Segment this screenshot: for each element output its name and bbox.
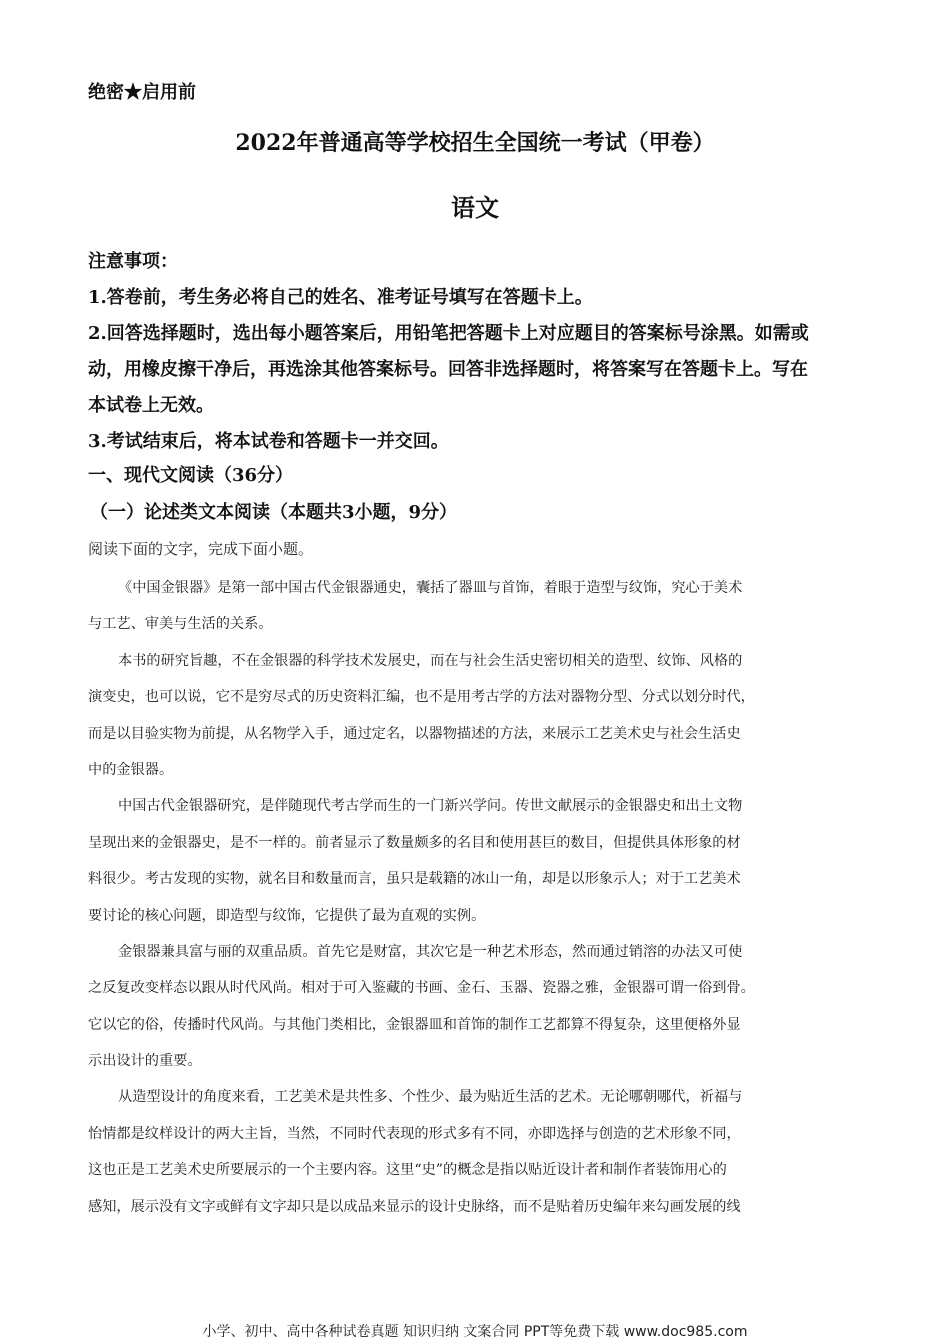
passage-line: 中的金银器。 — [88, 761, 174, 778]
notes-heading: 注意事项： — [88, 251, 178, 272]
passage-line: 从造型设计的角度来看，工艺美术是共性多、个性少、最为贴近生活的艺术。无论哪朝哪代，祈福与 — [118, 1089, 743, 1106]
secret-mark: 绝密★启用前 — [88, 82, 196, 103]
notes-line: 本试卷上无效。 — [88, 395, 214, 416]
passage-line: 演变史，也可以说，它不是穷尽式的历史资料汇编，也不是用考古学的方法对器物分型、分式以划分时代， — [88, 689, 755, 706]
passage-line: 与工艺、审美与生活的关系。 — [88, 616, 273, 633]
passage-line: 要讨论的核心问题，即造型与纹饰，它提供了最为直观的实例。 — [88, 907, 486, 924]
passage-line: 示出设计的重要。 — [88, 1053, 202, 1070]
passage-line: 《中国金银器》是第一部中国古代金银器通史，囊括了器皿与首饰，着眼于造型与纹饰，究心于美术 — [118, 580, 743, 596]
passage-line: 之反复改变样态以跟从时代风尚。相对于可入鉴藏的书画、金石、玉器、瓷器之雅，金银器可谓一俗到骨。 — [88, 980, 755, 997]
passage-line: 而是以目验实物为前提，从名物学入手，通过定名，以器物描述的方法，来展示工艺美术史与社会生活史 — [88, 725, 741, 742]
passage-line: 感知，展示没有文字或鲜有文字却只是以成品来显示的设计史脉络，而不是贴着历史编年来勾画发展的线 — [88, 1198, 741, 1215]
notes-line: 动，用橡皮擦干净后，再选涂其他答案标号。回答非选择题时，将答案写在答题卡上。写在 — [88, 359, 808, 380]
passage-line: 金银器兼具富与丽的双重品质。首先它是财富，其次它是一种艺术形态，然而通过销溶的办法又可使 — [118, 943, 743, 960]
passage-line: 料很少。考古发现的实物，就名目和数量而言，虽只是载籍的冰山一角，却是以形象示人；对于工艺美术 — [88, 871, 741, 888]
passage-line: 呈现出来的金银器史，是不一样的。前者显示了数量颇多的名目和使用甚巨的数目，但提供具体形象的材 — [88, 834, 741, 851]
passage-line: 本书的研究旨趣，不在金银器的科学技术发展史，而在与社会生活史密切相关的造型、纹饰、风格的 — [118, 652, 743, 669]
footer-link[interactable]: 小学、初中、高中各种试卷真题 知识归纳 文案合同 PPT等免费下载 www.doc985.com — [202, 1324, 748, 1340]
passage-line: 中国古代金银器研究，是伴随现代考古学而生的一门新兴学问。传世文献展示的金银器史和出土文物 — [118, 798, 743, 815]
subject-title: 语文 — [451, 193, 499, 222]
notes-line: 2.回答选择题时，选出每小题答案后，用铅笔把答题卡上对应题目的答案标号涂黑。如需或 — [88, 323, 809, 344]
exam-notes — [88, 244, 868, 460]
reading-instruction: 阅读下面的文字，完成下面小题。 — [88, 540, 314, 558]
passage-line: 怡情都是纹样设计的两大主旨，当然，不同时代表现的形式多有不同，亦即选择与创造的艺术形象不同， — [88, 1125, 741, 1142]
exam-title: 2022年普通高等学校招生全国统一考试（甲卷） — [235, 130, 715, 156]
section-sub-title: （一）论述类文本阅读（本题共3小题，9分） — [90, 502, 458, 523]
passage-line: 这也正是工艺美术史所要展示的一个主要内容。这里“史”的概念是指以贴近设计者和制作者装饰用心的 — [88, 1162, 727, 1179]
notes-line: 1.答卷前，考生务必将自己的姓名、准考证号填写在答题卡上。 — [88, 287, 593, 308]
reading-passage — [88, 570, 868, 1225]
section-part-title: 一、现代文阅读（36分） — [88, 465, 294, 486]
passage-line: 它以它的俗，传播时代风尚。与其他门类相比，金银器皿和首饰的制作工艺都算不得复杂，这里便格外显 — [88, 1016, 741, 1033]
notes-line: 3.考试结束后，将本试卷和答题卡一并交回。 — [88, 431, 449, 452]
